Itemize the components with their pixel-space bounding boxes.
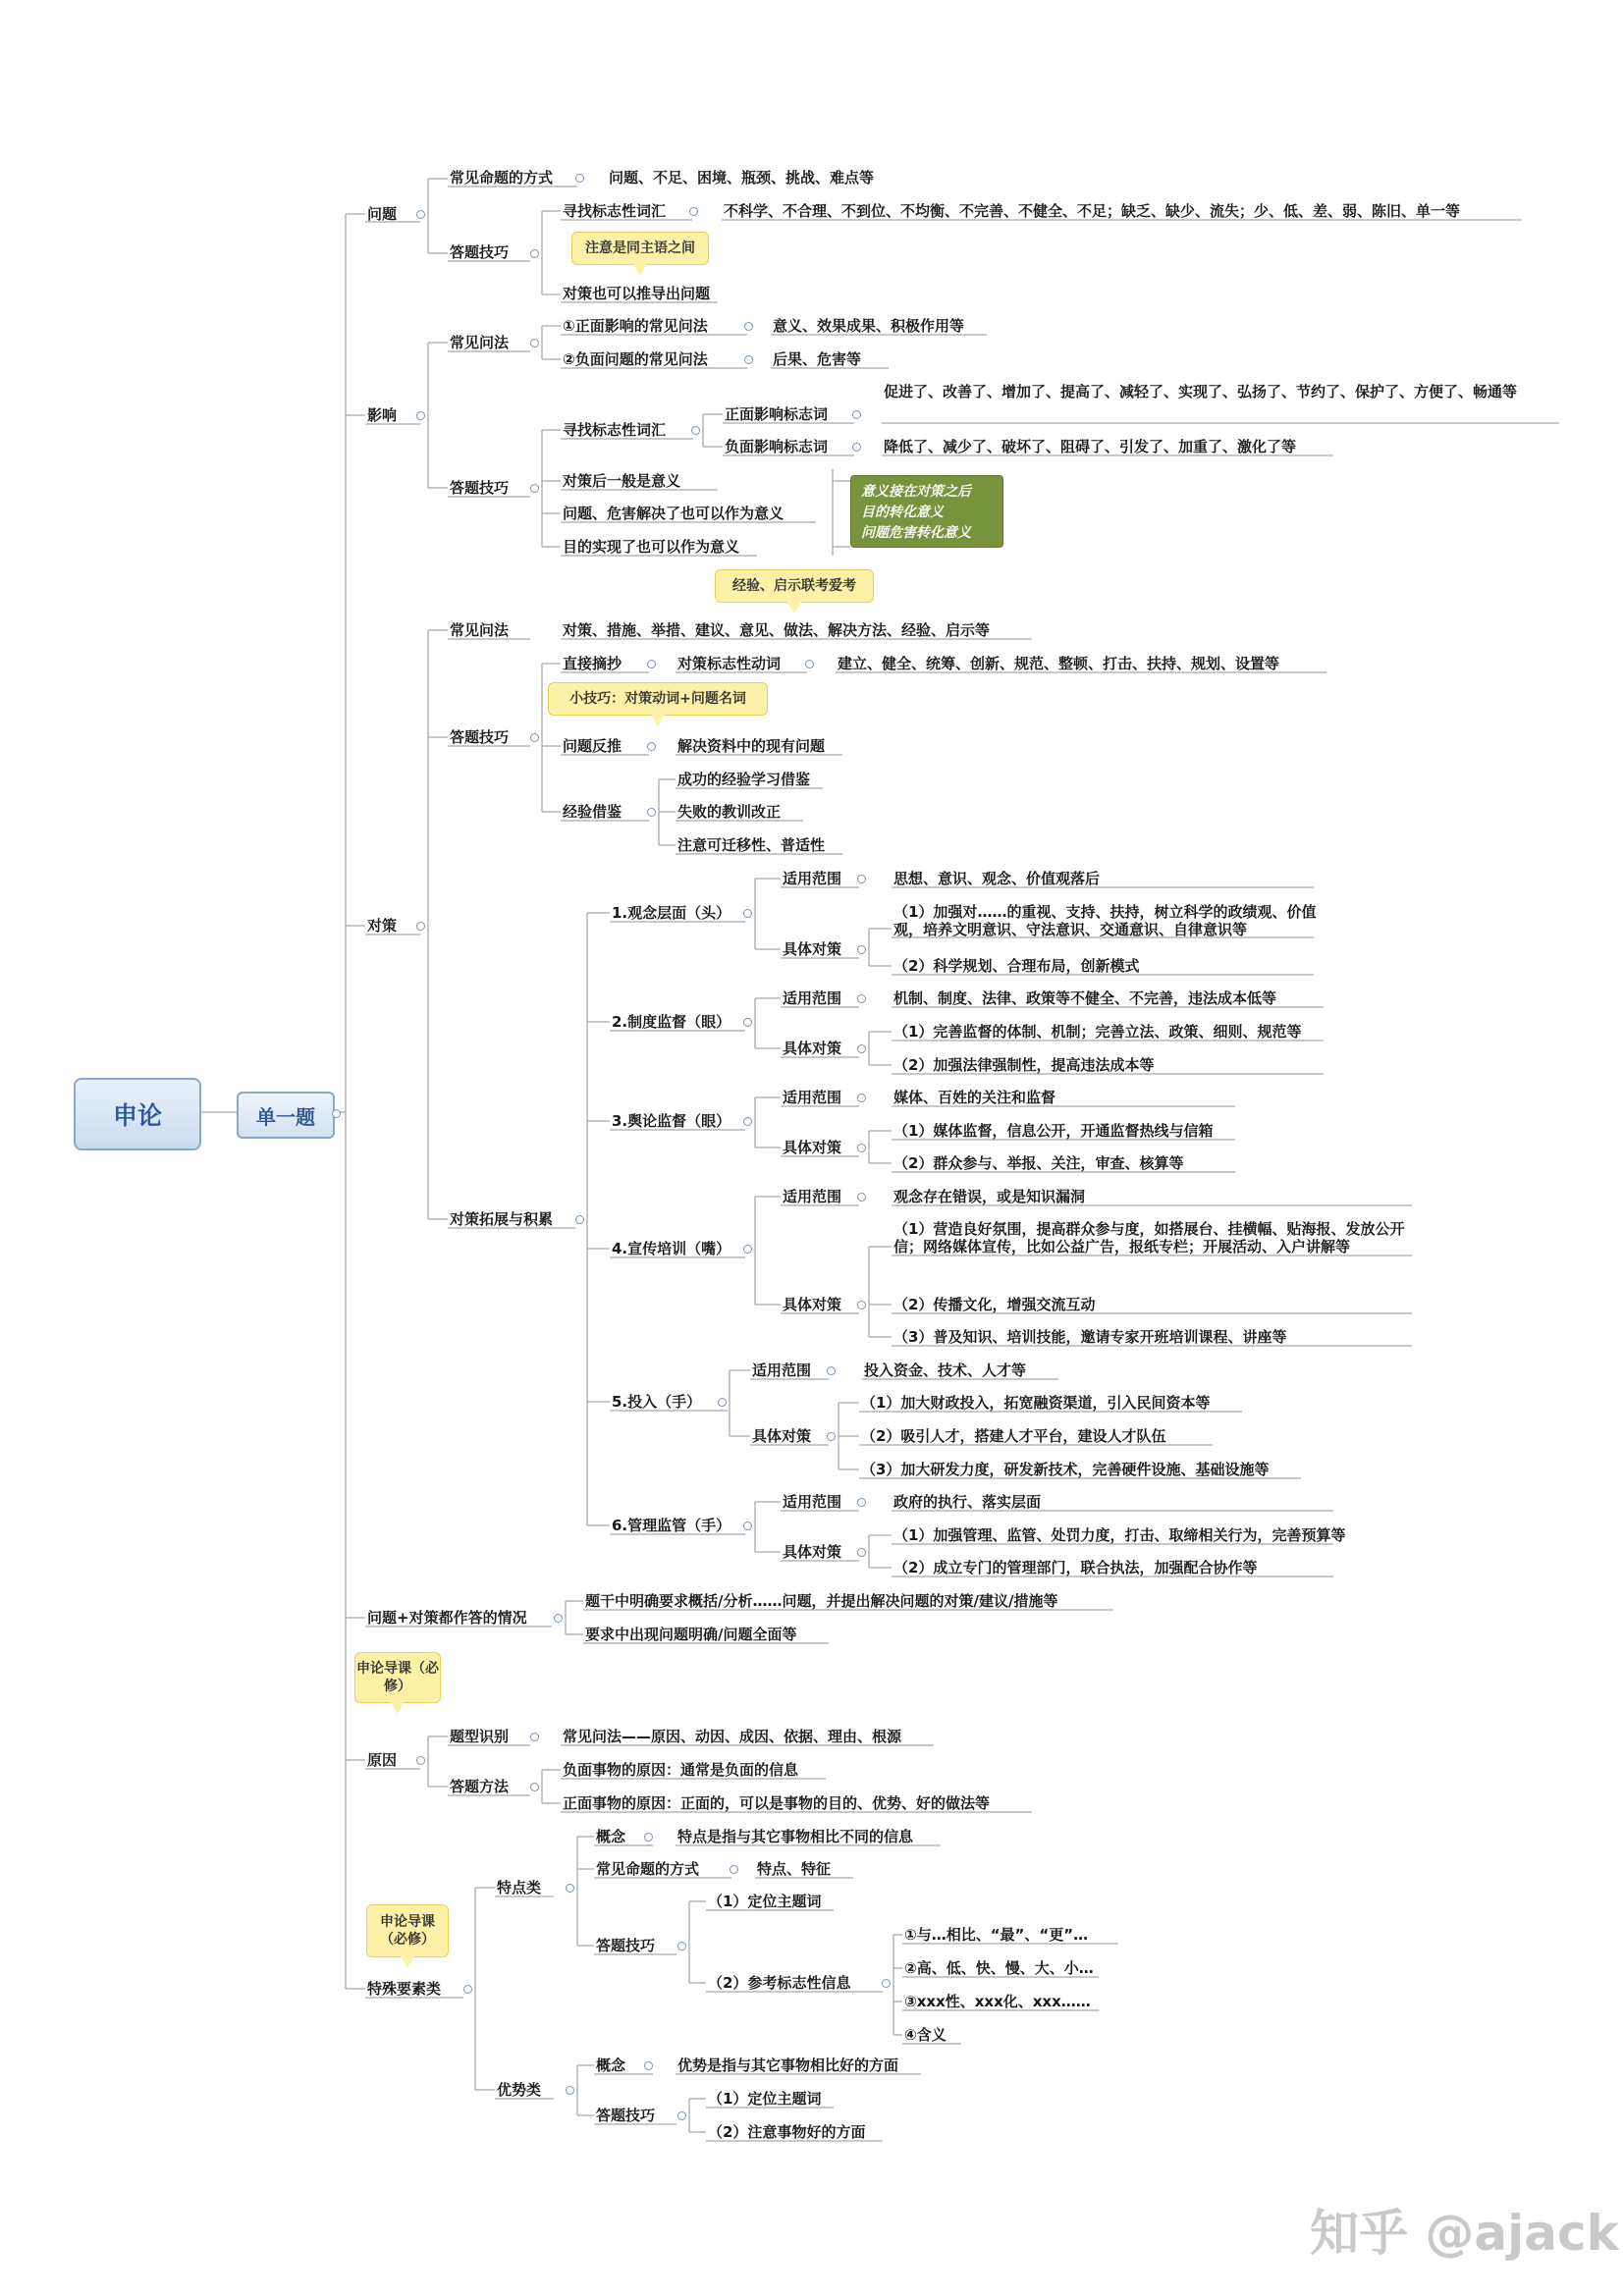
node-yingxiang[interactable]: 影响 [367,406,398,424]
node-duice-jj2: 失败的教训改正 [677,803,782,821]
collapse-icon[interactable] [575,1215,584,1224]
node-tedian-mingti[interactable]: 常见命题的方式 [596,1860,700,1878]
node-g2-fanwei-val: 机制、制度、法律、政策等不健全、不完善，违法成本低等 [893,989,1277,1007]
collapse-icon[interactable] [463,1985,472,1994]
node-g6-d2: （2）成立专门的管理部门，联合执法，加强配合协作等 [893,1559,1258,1576]
node-g1-d1: （1）加强对……的重视、支持、扶持，树立科学的政绩观、价值观，培养文明意识、守法意识、交通意识、自律意识等 [893,903,1317,938]
node-g2[interactable]: 2.制度监督（眼） [612,1013,731,1031]
collapse-icon[interactable] [566,2086,574,2095]
node-duice-wenfa-val: 对策、措施、举措、建议、意见、做法、解决方法、经验、启示等 [563,621,991,639]
node-duice-wenfa[interactable]: 常见问法 [450,621,510,639]
collapse-icon[interactable] [857,945,866,954]
node-yuanyin-f2: 正面事物的原因：正面的，可以是事物的目的、优势、好的做法等 [563,1794,991,1812]
node-teshu[interactable]: 特殊要素类 [367,1980,442,1998]
callout-required-2: 申论导课（必修） [366,1904,449,1957]
node-g4[interactable]: 4.宣传培训（嘴） [612,1240,731,1257]
node-yx-zheng-val: 促进了、改善了、增加了、提高了、减轻了、实现了、弘扬了、节约了、保护了、方便了、畅通等 [884,383,1518,400]
node-tedian-s2: ②高、低、快、慢、大、小… [904,1959,1094,1977]
collapse-icon[interactable] [743,909,752,918]
node-g5[interactable]: 5.投入（手） [612,1393,702,1411]
node-yx-fu[interactable]: 负面影响标志词 [725,438,829,455]
node-duice-dongci-val: 建立、健全、统筹、创新、规范、整顿、打击、扶持、规划、设置等 [838,655,1280,672]
node-duice-jiejian[interactable]: 经验借鉴 [563,803,622,821]
node-yx-jiqiao[interactable]: 答题技巧 [450,479,510,497]
node-g3-d2: （2）群众参与、举报、关注，审查、核算等 [893,1154,1184,1172]
node-wenti[interactable]: 问题 [367,205,398,223]
collapse-icon[interactable] [857,875,866,883]
collapse-icon[interactable] [647,808,656,817]
node-g4-d1: （1）营造良好氛围，提高群众参与度，如搭展台、挂横幅、贴海报、发放公开信；网络媒体宣传，比如公益广告，报纸专栏；开展活动、入户讲解等 [893,1220,1405,1255]
green-note-line2: 目的转化意义 [861,505,944,520]
node-g6-fanwei[interactable]: 适用范围 [783,1493,842,1511]
node-duice[interactable]: 对策 [367,917,398,934]
node-g2-duice[interactable]: 具体对策 [783,1040,842,1057]
collapse-icon[interactable] [857,1301,866,1309]
node-g3-duice[interactable]: 具体对策 [783,1139,842,1156]
node-tedian-s4: ④含义 [904,2026,947,2044]
collapse-icon[interactable] [554,1614,563,1623]
collapse-icon[interactable] [857,1548,866,1557]
collapse-icon[interactable] [677,2111,686,2120]
collapse-icon[interactable] [644,2061,653,2070]
green-note-box [850,475,1003,548]
node-both-v1: 题干中明确要求概括/分析……问题，并提出解决问题的对策/建议/措施等 [585,1592,1058,1610]
node-tedian-gainian[interactable]: 概念 [596,1828,626,1845]
node-yx-item1: 对策后一般是意义 [563,472,681,490]
node-duice-jj3: 注意可迁移性、普适性 [677,836,826,854]
collapse-icon[interactable] [530,1783,539,1791]
collapse-icon[interactable] [647,742,656,751]
collapse-icon[interactable] [743,1018,752,1027]
sub-node-single-question[interactable]: 单一题 [237,1092,335,1139]
node-youshi-gainian-val: 优势是指与其它事物相比好的方面 [677,2056,899,2074]
collapse-icon[interactable] [852,443,861,452]
collapse-icon[interactable] [677,1942,686,1950]
node-g4-fanwei[interactable]: 适用范围 [783,1188,842,1205]
node-yx-biaozhi[interactable]: 寻找标志性词汇 [563,421,667,439]
node-yx-zheng[interactable]: 正面影响标志词 [725,405,829,423]
node-g3-d1: （1）媒体监督，信息公开，开通监督热线与信箱 [893,1122,1214,1140]
node-wenti-jiqiao[interactable]: 答题技巧 [450,243,510,261]
collapse-icon[interactable] [882,1979,891,1988]
node-duice-fantui[interactable]: 问题反推 [563,737,622,755]
callout-jingyan: 经验、启示联考爱考 [715,569,874,603]
node-wenti-biaozhi[interactable]: 寻找标志性词汇 [563,202,667,220]
collapse-icon[interactable] [647,660,656,668]
node-yx-item3: 目的实现了也可以作为意义 [563,538,740,556]
collapse-icon[interactable] [530,484,539,493]
node-g4-fanwei-val: 观念存在错误，或是知识漏洞 [893,1188,1086,1205]
node-g5-d1: （1）加大财政投入，拓宽融资渠道，引入民间资本等 [861,1394,1211,1412]
collapse-icon[interactable] [416,411,425,420]
node-tedian-j2[interactable]: （2）参考标志性信息 [708,1974,851,1992]
node-g1-fanwei[interactable]: 适用范围 [783,870,842,887]
collapse-icon[interactable] [689,207,698,216]
node-g4-duice[interactable]: 具体对策 [783,1296,842,1313]
node-duice-jiqiao[interactable]: 答题技巧 [450,728,510,746]
node-yuanyin-shibie-val: 常见问法——原因、动因、成因、依据、理由、根源 [563,1728,902,1745]
collapse-icon[interactable] [827,1366,836,1375]
collapse-icon[interactable] [857,1044,866,1053]
node-yuanyin-f1: 负面事物的原因：通常是负面的信息 [563,1761,799,1779]
watermark: 知乎 @ajack [1310,2205,1619,2262]
collapse-icon[interactable] [644,1833,653,1842]
collapse-icon[interactable] [730,1865,738,1874]
root-node[interactable]: 申论 [74,1078,201,1150]
node-g2-d2: （2）加强法律强制性，提高违法成本等 [893,1056,1155,1074]
node-yx-wenfa1[interactable]: ①正面影响的常见问法 [563,317,708,335]
collapse-icon[interactable] [332,1109,341,1118]
collapse-icon[interactable] [744,355,753,364]
collapse-icon[interactable] [852,410,861,419]
node-yx-item2: 问题、危害解决了也可以作为意义 [563,505,784,522]
node-both[interactable]: 问题+对策都作答的情况 [367,1609,527,1627]
node-tedian-mingti-val: 特点、特征 [757,1860,832,1878]
node-g1-fanwei-val: 思想、意识、观念、价值观落后 [893,870,1101,887]
node-g3-fanwei-val: 媒体、百姓的关注和监督 [893,1089,1056,1106]
node-g3[interactable]: 3.舆论监督（眼） [612,1112,731,1130]
collapse-icon[interactable] [743,1522,752,1530]
node-yuanyin-shibie[interactable]: 题型识别 [450,1728,510,1745]
collapse-icon[interactable] [530,339,539,347]
node-duice-zhijie[interactable]: 直接摘抄 [563,655,622,672]
node-g1-d2: （2）科学规划、合理布局，创新模式 [893,957,1140,975]
node-tedian-s1: ①与…相比、“最”、“更”… [904,1926,1089,1944]
node-g2-fanwei[interactable]: 适用范围 [783,989,842,1007]
callout-required-1: 申论导课（必修） [354,1652,441,1703]
node-yuanyin[interactable]: 原因 [367,1751,398,1769]
collapse-icon[interactable] [857,1144,866,1152]
node-g1[interactable]: 1.观念层面（头） [612,904,731,922]
node-both-v2: 要求中出现问题明确/问题全面等 [585,1626,797,1643]
node-g4-d3: （3）普及知识、培训技能，邀请专家开班培训课程、讲座等 [893,1328,1287,1346]
collapse-icon[interactable] [857,1498,866,1507]
collapse-icon[interactable] [416,210,425,219]
node-g3-fanwei[interactable]: 适用范围 [783,1089,842,1106]
node-g5-duice[interactable]: 具体对策 [752,1427,812,1445]
node-g6-d1: （1）加强管理、监管、处罚力度，打击、取缔相关行为，完善预算等 [893,1526,1346,1544]
collapse-icon[interactable] [805,660,814,668]
collapse-icon[interactable] [718,1398,727,1407]
node-yx-fu-val: 降低了、减少了、破坏了、阻碍了、引发了、加重了、激化了等 [884,438,1297,455]
node-g4-d2: （2）传播文化，增强交流互动 [893,1296,1096,1313]
node-g1-duice[interactable]: 具体对策 [783,940,842,958]
collapse-icon[interactable] [743,1117,752,1126]
node-g5-d2: （2）吸引人才，搭建人才平台，建设人才队伍 [861,1427,1166,1445]
callout-tip: 小技巧：对策动词+问题名词 [548,682,768,716]
green-note-line1: 意义接在对策之后 [861,484,971,500]
collapse-icon[interactable] [857,994,866,1003]
node-wenti-duice-tui: 对策也可以推导出问题 [563,285,711,302]
node-wenti-biaozhi-value: 不科学、不合理、不到位、不均衡、不完善、不健全、不足；缺乏、缺少、流失；少、低、差、弱、陈旧、单一等 [724,202,1461,220]
node-yx-wenfa2[interactable]: ②负面问题的常见问法 [563,350,708,368]
node-tedian-gainian-val: 特点是指与其它事物相比不同的信息 [677,1828,914,1845]
collapse-icon[interactable] [744,322,753,331]
callout-note-same-subject: 注意是同主语之间 [571,232,709,265]
node-youshi[interactable]: 优势类 [497,2081,542,2099]
collapse-icon[interactable] [857,1094,866,1102]
node-youshi-gainian[interactable]: 概念 [596,2056,626,2074]
node-g6-duice[interactable]: 具体对策 [783,1543,842,1561]
node-tedian-jiqiao[interactable]: 答题技巧 [596,1937,656,1954]
node-tedian[interactable]: 特点类 [497,1879,542,1896]
node-duice-fantui-val: 解决资料中的现有问题 [677,737,826,755]
node-yx-wenfa1-val: 意义、效果成果、积极作用等 [773,317,965,335]
node-youshi-jiqiao[interactable]: 答题技巧 [596,2107,656,2124]
collapse-icon[interactable] [530,733,539,742]
node-tedian-j1: （1）定位主题词 [708,1893,822,1910]
collapse-icon[interactable] [743,1245,752,1254]
node-duice-tuozhan[interactable]: 对策拓展与积累 [450,1210,554,1228]
collapse-icon[interactable] [827,1432,836,1441]
node-wenti-mingti-value: 问题、不足、困境、瓶颈、挑战、难点等 [609,169,875,187]
collapse-icon[interactable] [691,426,700,435]
collapse-icon[interactable] [857,1193,866,1201]
collapse-icon[interactable] [566,1884,574,1893]
collapse-icon[interactable] [530,1733,539,1741]
node-duice-jj1: 成功的经验学习借鉴 [677,771,811,788]
node-duice-dongci[interactable]: 对策标志性动词 [677,655,782,672]
node-yx-wenfa2-val: 后果、危害等 [773,350,862,368]
node-g6-fanwei-val: 政府的执行、落实层面 [893,1493,1042,1511]
green-note-line3: 问题危害转化意义 [861,525,971,541]
node-g5-d3: （3）加大研发力度，研发新技术，完善硬件设施、基础设施等 [861,1461,1270,1478]
node-yingxiang-wenfa[interactable]: 常见问法 [450,334,510,351]
collapse-icon[interactable] [416,922,425,931]
node-g2-d1: （1）完善监督的体制、机制；完善立法、政策、细则、规范等 [893,1023,1302,1041]
collapse-icon[interactable] [416,1756,425,1765]
collapse-icon[interactable] [530,249,539,258]
node-g6[interactable]: 6.管理监管（手） [612,1517,731,1534]
node-tedian-s3: ③xxx性、xxx化、xxx…… [904,1993,1091,2010]
node-youshi-j2: （2）注意事物好的方面 [708,2123,866,2141]
node-g5-fanwei-val: 投入资金、技术、人才等 [864,1362,1027,1379]
node-wenti-mingti[interactable]: 常见命题的方式 [450,169,554,187]
collapse-icon[interactable] [575,174,584,183]
node-g5-fanwei[interactable]: 适用范围 [752,1362,812,1379]
node-youshi-j1: （1）定位主题词 [708,2090,822,2108]
node-yuanyin-fangfa[interactable]: 答题方法 [450,1778,510,1795]
